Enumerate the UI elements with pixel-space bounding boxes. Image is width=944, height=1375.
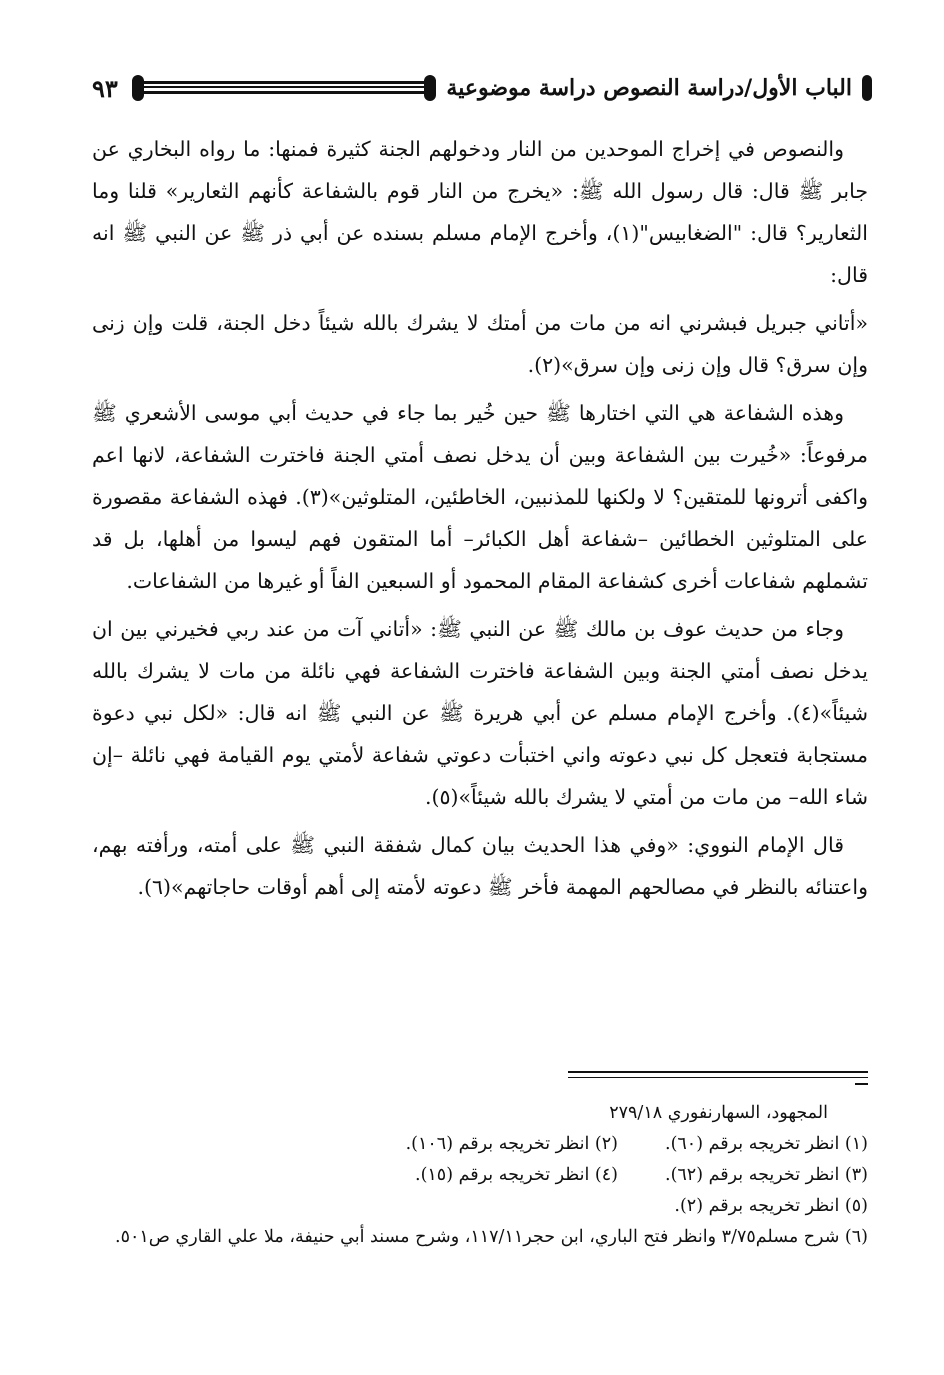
paragraph-3: وهذه الشفاعة هي التي اختارها ﷺ حين خُير بما جاء في حديث أبي موسى الأشعري ﷺ مرفوعاً: «خُيرت بين الشفاعة وبين أن يدخل نصف أمتي الجنة فاخترت الشفاعة، لانها اعم واكفى أترونها للمتقين؟ لا ولكنها للمذنبين، الخاطئين، المتلوثين»(٣). فهذه الشفاعة مقصورة على المتلوثين الخطائين –شفاعة أهل الكبائر– أما المتقون فهم ليسوا من أهلها، بل قد تشملهم شفاعات أخرى كشفاعة المقام المحمود أو السبعين الفاً أو غيرها من الشفاعات. [92,401,868,593]
paragraph-5: قال الإمام النووي: «وفي هذا الحديث بيان كمال شفقة النبي ﷺ على أمته، ورأفته بهم، واعتنائه بالنظر في مصالحهم المهمة فأخر ﷺ دعوته لأمته إلى أهم أوقات حاجاتهم»(٦). [92,833,868,899]
footnote-row-1 [92,1129,868,1160]
paragraph-4: وجاء من حديث عوف بن مالك ﷺ عن النبي ﷺ: «أتاني آت من عند ربي فخيرني بين ان يدخل نصف أمتي الجنة وبين الشفاعة فاخترت الشفاعة فهي نائلة من مات لا يشرك بالله شيئاً»(٤). وأخرج الإمام مسلم عن أبي هريرة ﷺ عن النبي ﷺ انه قال: «لكل نبي دعوة مستجابة فتعجل كل نبي دعوته واني اختبأت دعوتي شفاعة لأمتي يوم القيامة فهي نائلة –إن شاء الله– من مات من أمتي لا يشرك بالله شيئاً»(٥). [92,617,868,809]
footnote-separator-thin [568,1077,868,1078]
footnote-continuation: المجهود، السهارنفوري ٢٧٩/١٨ [609,1103,828,1123]
chapter-title: الباب الأول/دراسة النصوص دراسة موضوعية [446,75,852,101]
footnote-1: (١) انظر تخريجه برقم (٦٠). [665,1134,868,1154]
footnote-4: (٤) انظر تخريجه برقم (١٥). [415,1165,618,1185]
paragraph-1: والنصوص في إخراج الموحدين من النار ودخولهم الجنة كثيرة فمنها: ما رواه البخاري عن جابر ﷺ قال: قال رسول الله ﷺ: «يخرج من النار قوم بالشفاعة كأنهم الثعارير» قلنا وما الثعارير؟ قال: "الضغابيس"(١)، وأخرج الإمام مسلم بسنده عن أبي ذر ﷺ عن النبي ﷺ انه قال: [92,137,868,287]
page-header [88,66,872,110]
footnote-6: (٦) شرح مسلم٣/٧٥ وانظر فتح الباري، ابن حجر١١٧/١١، وشرح مسند أبي حنيفة، ملا علي القاري ص٥٠١. [115,1227,868,1247]
footnote-separator [568,1071,868,1073]
paragraph-2-quote: «أتاني جبريل فبشرني انه من مات من أمتك لا يشرك بالله شيئاً دخل الجنة، قلت وإن زنى وإن سرق؟ قال وإن زنى وإن سرق»(٢). [92,311,868,377]
footnote-row-2 [92,1160,868,1191]
body-text [92,128,868,908]
page-number: ٩٣ [92,73,118,103]
footnote-3: (٣) انظر تخريجه برقم (٦٢). [665,1165,868,1185]
footnote-5: (٥) انظر تخريجه برقم (٢). [674,1196,868,1216]
footnote-separator-tick [855,1083,868,1085]
header-ornament-end [862,75,872,101]
footnote-2: (٢) انظر تخريجه برقم (١٠٦). [405,1134,618,1154]
header-rule-ornament [128,66,441,110]
footnotes [92,1098,868,1253]
